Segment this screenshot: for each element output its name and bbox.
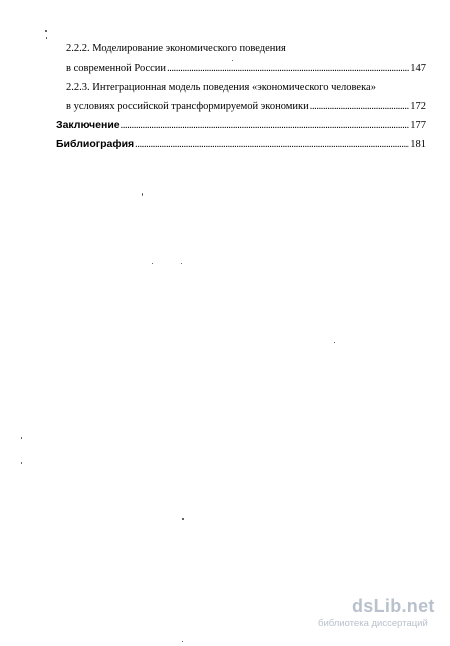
scan-speck xyxy=(181,263,182,264)
watermark-logo: dsLib.net xyxy=(352,596,435,616)
toc-page-number: 181 xyxy=(410,139,426,150)
dot-leader xyxy=(310,101,409,113)
scan-speck xyxy=(182,641,183,642)
toc-entry-conclusion xyxy=(56,119,426,132)
scan-speck xyxy=(45,30,47,32)
dot-leader xyxy=(135,139,409,151)
scan-speck xyxy=(21,462,22,464)
dot-leader xyxy=(121,120,410,132)
toc-page-number: 177 xyxy=(410,120,426,131)
scan-speck xyxy=(152,263,153,264)
toc-entry-bibliography xyxy=(56,138,426,151)
scan-speck xyxy=(232,60,233,61)
scan-speck xyxy=(21,437,22,439)
toc-page-number: 172 xyxy=(410,101,426,112)
scan-speck xyxy=(182,518,184,520)
toc-entry-title: Заключение xyxy=(56,119,120,131)
toc-entry-title: 2.2.2. Моделирование экономического поведения xyxy=(66,43,286,54)
toc-entry-leader-line xyxy=(66,63,426,75)
dot-leader xyxy=(167,63,409,75)
toc-entry-leader-line xyxy=(66,101,426,113)
toc-entry-title: 2.2.3. Интеграционная модель поведения «экономического человека» xyxy=(66,82,376,93)
toc-entry-title-cont: в современной России xyxy=(66,63,167,74)
toc-entry-title-cont: в условиях российской трансформируемой экономики xyxy=(66,101,309,112)
scan-speck xyxy=(46,37,47,39)
scan-speck xyxy=(334,342,335,343)
scan-speck xyxy=(142,193,143,196)
toc-page-number: 147 xyxy=(410,63,426,74)
watermark-subtitle: библиотека диссертаций xyxy=(318,618,428,629)
toc-entry-title: Библиография xyxy=(56,138,135,150)
